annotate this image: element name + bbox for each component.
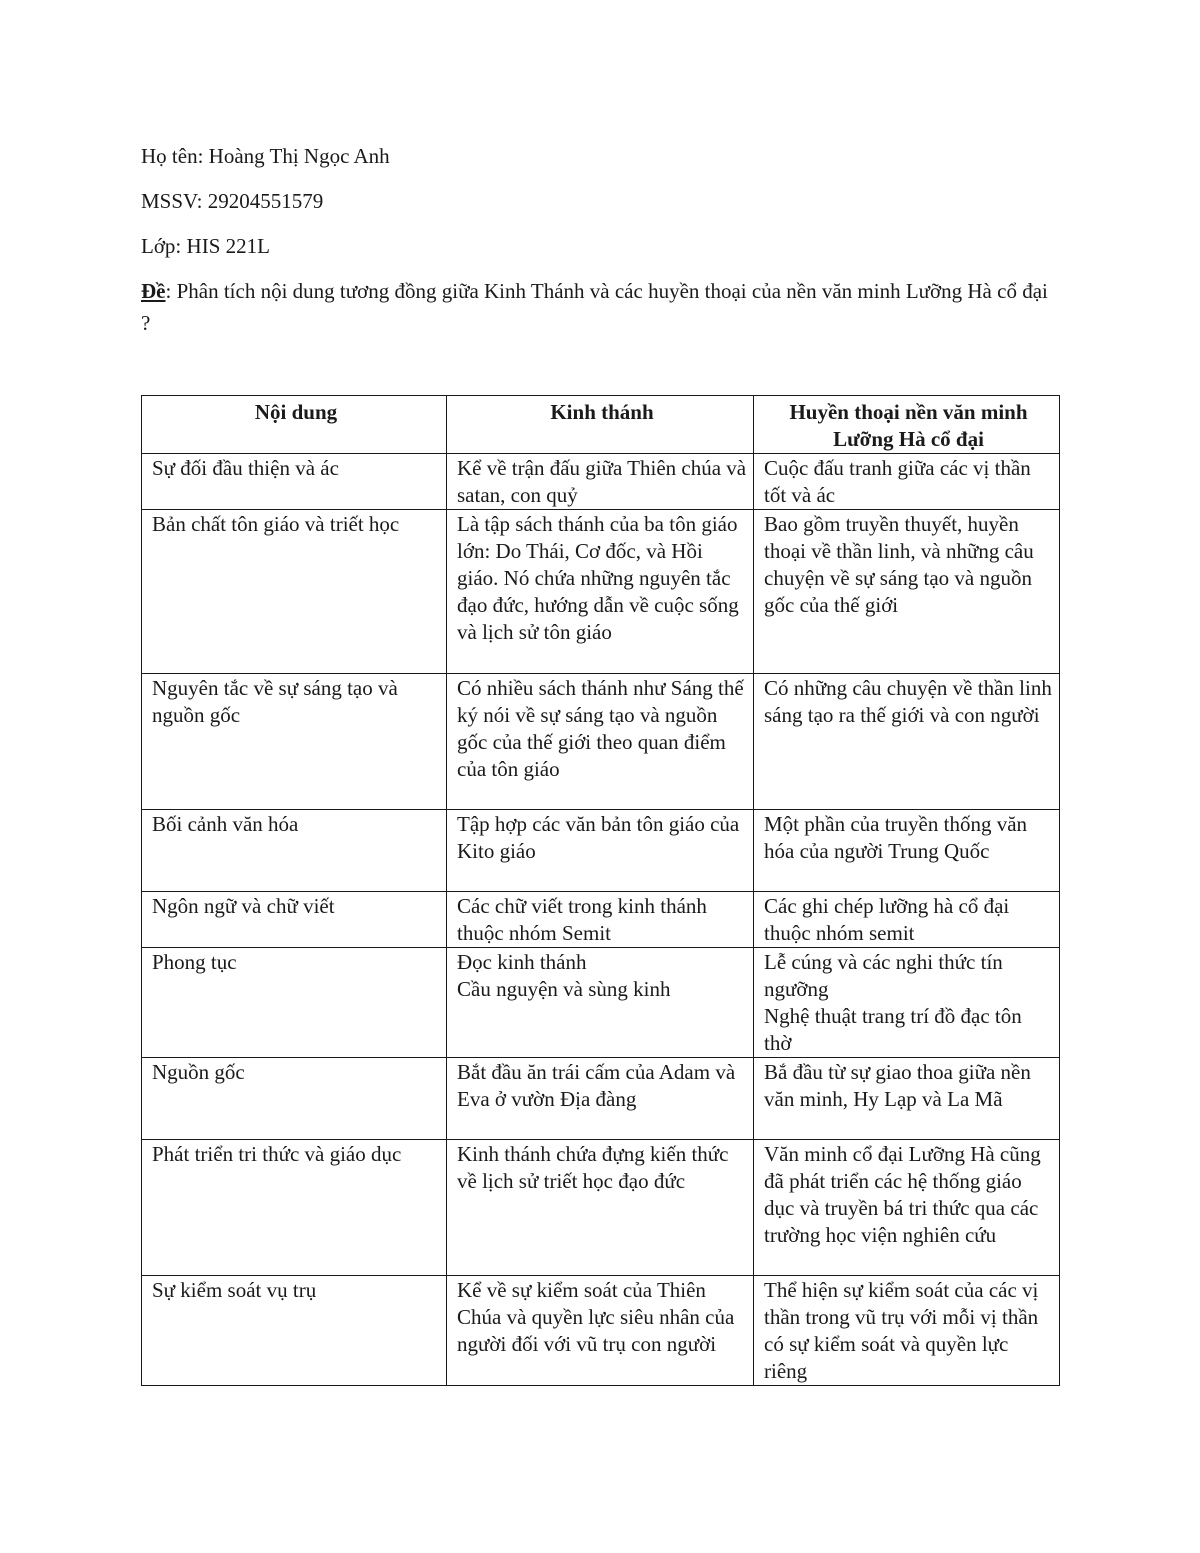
student-id: 29204551579 [207,189,324,213]
table-row [142,510,1060,674]
student-name-line [141,140,1061,172]
row-bible: Có nhiều sách thánh như Sáng thế ký nói về sự sáng tạo và nguồn gốc của thế giới theo quan điểm của tôn giáo [447,674,754,810]
column-header-bible: Kinh thánh [447,396,754,454]
class-code: HIS 221L [186,234,270,258]
row-topic: Sự kiểm soát vụ trụ [142,1276,447,1386]
table-row [142,454,1060,510]
table-row [142,948,1060,1058]
row-myth: Bao gồm truyền thuyết, huyền thoại về thần linh, và những câu chuyện về sự sáng tạo và nguồn gốc của thế giới [754,510,1060,674]
table-row [142,674,1060,810]
column-header-content: Nội dung [142,396,447,454]
row-myth: Văn minh cổ đại Lưỡng Hà cũng đã phát triển các hệ thống giáo dục và truyền bá tri thức qua các trường học viện nghiên cứu [754,1140,1060,1276]
table-row [142,1140,1060,1276]
student-header [141,140,1061,339]
row-myth: Một phần của truyền thống văn hóa của người Trung Quốc [754,810,1060,892]
table-row [142,1276,1060,1386]
myth-line: Lễ cúng và các nghi thức tín ngưỡng [764,950,1003,1001]
row-myth: Các ghi chép lưỡng hà cổ đại thuộc nhóm semit [754,892,1060,948]
bible-line: Cầu nguyện và sùng kinh [457,977,671,1001]
table-row [142,892,1060,948]
row-bible: Kể về trận đấu giữa Thiên chúa và satan, con quỷ [447,454,754,510]
student-id-line [141,185,1061,217]
row-bible: Tập hợp các văn bản tôn giáo của Kito giáo [447,810,754,892]
myth-line: Nghệ thuật trang trí đồ đạc tôn thờ [764,1004,1022,1055]
row-bible [447,948,754,1058]
comparison-table [141,395,1060,1386]
bible-line: Đọc kinh thánh [457,950,587,974]
row-myth: Có những câu chuyện về thần linh sáng tạo ra thế giới và con người [754,674,1060,810]
table-row [142,810,1060,892]
row-topic: Ngôn ngữ và chữ viết [142,892,447,948]
row-topic: Bản chất tôn giáo và triết học [142,510,447,674]
row-topic: Nguyên tắc về sự sáng tạo và nguồn gốc [142,674,447,810]
class-line [141,230,1061,262]
row-myth: Bắ đầu từ sự giao thoa giữa nền văn minh, Hy Lạp và La Mã [754,1058,1060,1140]
row-bible: Kể về sự kiểm soát của Thiên Chúa và quyền lực siêu nhân của người đối với vũ trụ con người [447,1276,754,1386]
name-label: Họ tên: [141,144,204,168]
row-myth: Cuộc đấu tranh giữa các vị thần tốt và ác [754,454,1060,510]
row-topic: Nguồn gốc [142,1058,447,1140]
row-myth [754,948,1060,1058]
row-topic: Bối cảnh văn hóa [142,810,447,892]
row-bible: Các chữ viết trong kinh thánh thuộc nhóm Semit [447,892,754,948]
student-name: Hoàng Thị Ngọc Anh [208,144,390,168]
table-header-row [142,396,1060,454]
row-bible: Là tập sách thánh của ba tôn giáo lớn: Do Thái, Cơ đốc, và Hồi giáo. Nó chứa những nguyên tắc đạo đức, hướng dẫn về cuộc sống và lịch sử tôn giáo [447,510,754,674]
column-header-myth: Huyền thoại nền văn minh Lưỡng Hà cổ đại [754,396,1060,454]
row-topic: Sự đối đầu thiện và ác [142,454,447,510]
topic-label: Đề [141,279,166,303]
assignment-topic [141,275,1061,339]
row-bible: Bắt đầu ăn trái cấm của Adam và Eva ở vườn Địa đàng [447,1058,754,1140]
row-bible: Kinh thánh chứa đựng kiến thức về lịch sử triết học đạo đức [447,1140,754,1276]
id-label: MSSV: [141,189,203,213]
row-topic: Phát triển tri thức và giáo dục [142,1140,447,1276]
topic-text: : Phân tích nội dung tương đồng giữa Kinh Thánh và các huyền thoại của nền văn minh Lưỡng Hà cổ đại ? [141,279,1048,335]
row-myth: Thể hiện sự kiểm soát của các vị thần trong vũ trụ với mỗi vị thần có sự kiểm soát và quyền lực riêng [754,1276,1060,1386]
row-topic: Phong tục [142,948,447,1058]
class-label: Lớp: [141,234,182,258]
table-row [142,1058,1060,1140]
